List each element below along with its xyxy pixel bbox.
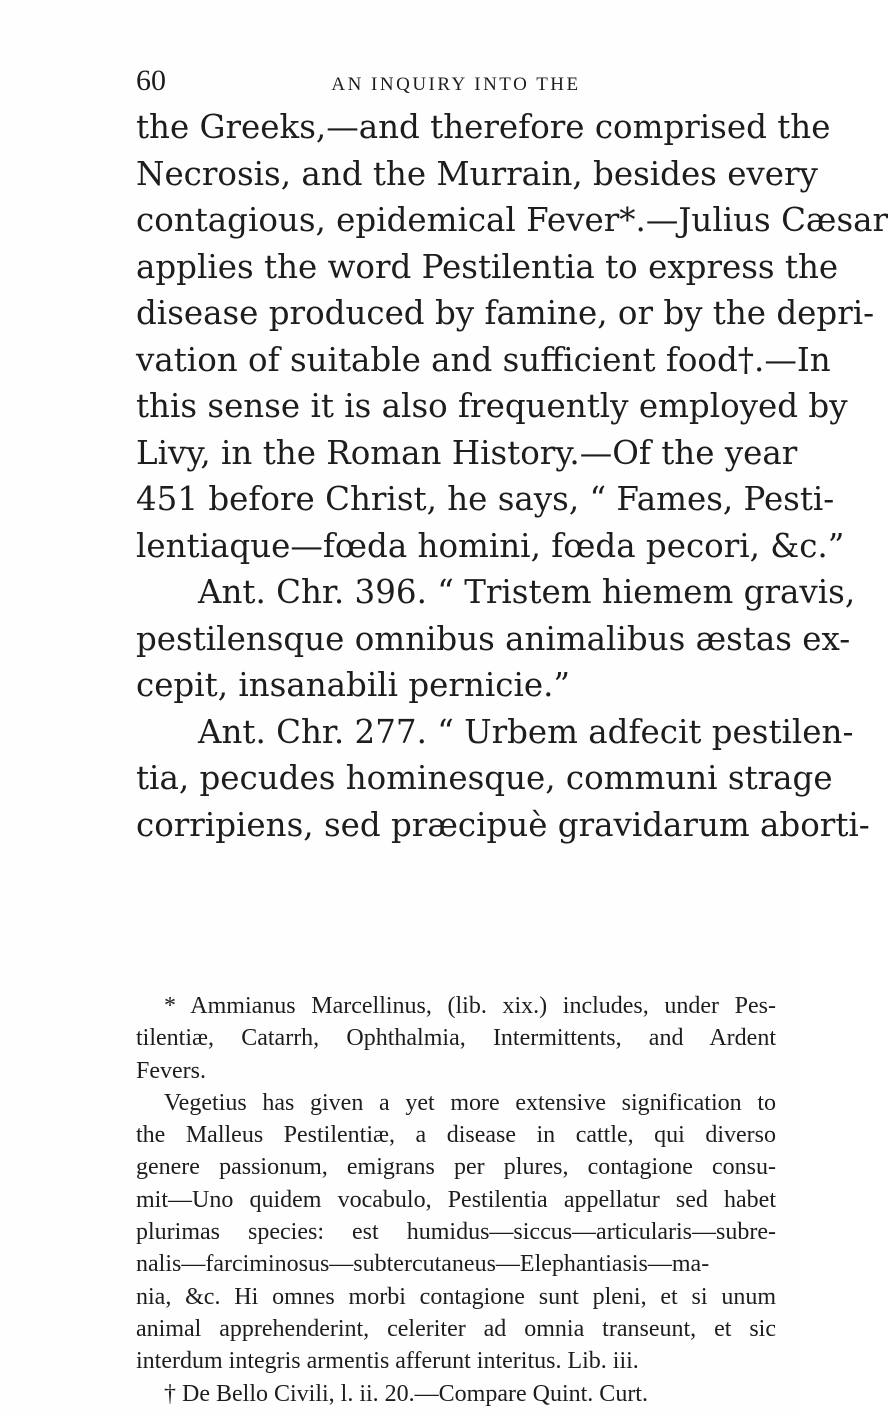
footnote-line: interdum integris armentis afferunt interitus. Lib. iii. [136,1348,639,1375]
text-line: Ant. Chr. 277. “ Urbem adfecit pestilen- [198,712,854,751]
text-line: the Greeks,—and therefore comprised the [136,108,831,146]
footnote-line: * Ammianus Marcellinus, (lib. xix.) includes, under Pes- [164,993,776,1019]
footnote-line: genere passionum, emigrans per plures, contagione consu- [136,1154,776,1181]
footnote-line: mit—Uno quidem vocabulo, Pestilentia appellatur sed habet [136,1186,776,1213]
text-line: lentiaque—fœda homini, fœda pecori, &c.” [136,526,845,565]
text-line: vation of suitable and sufficient food†.—In [136,340,831,379]
main-text [136,104,888,848]
footnotes [136,990,776,1410]
text-line: this sense it is also frequently employed by [136,387,848,425]
text-line: 451 before Christ, he says, “ Fames, Pesti- [136,480,835,518]
text-line: tia, pecudes hominesque, communi strage [136,759,833,797]
footnote-line: plurimas species: est humidus—siccus—articularis—subre- [136,1219,776,1246]
footnote-line: Vegetius has given a yet more extensive signification to [164,1089,776,1116]
footnote-line: the Malleus Pestilentiæ, a disease in cattle, qui diverso [136,1122,776,1149]
text-line: applies the word Pestilentia to express the [136,247,839,286]
running-head: AN INQUIRY INTO THE [331,74,581,95]
page-header [136,66,756,106]
footnote-line: nalis—farciminosus—subtercutaneus—Elephantiasis—ma- [136,1251,710,1278]
text-line: Livy, in the Roman History.—Of the year [136,433,798,472]
text-line: cepit, insanabili pernicie.” [136,666,571,704]
text-line: pestilensque omnibus animalibus æstas ex- [136,619,851,658]
footnote-line: nia, &c. Hi omnes morbi contagione sunt pleni, et si unum [136,1283,776,1310]
text-line: Necrosis, and the Murrain, besides every [136,154,818,193]
text-line: disease produced by famine, or by the depri- [136,294,875,332]
footnote-line: tilentiæ, Catarrh, Ophthalmia, Intermittents, and Ardent [136,1025,776,1052]
footnote-line: † De Bello Civili, l. ii. 20.—Compare Quint. Curt. [164,1380,648,1407]
text-line: contagious, epidemical Fever*.—Julius Cæsar [136,201,888,239]
footnote-line: animal apprehenderint, celeriter ad omnia transeunt, et sic [136,1315,776,1342]
footnote-line: Fevers. [136,1057,206,1084]
page-number: 60 [136,64,166,97]
text-line: corripiens, sed præcipuè gravidarum aborti- [136,805,870,844]
text-line: Ant. Chr. 396. “ Tristem hiemem gravis, [198,573,856,611]
